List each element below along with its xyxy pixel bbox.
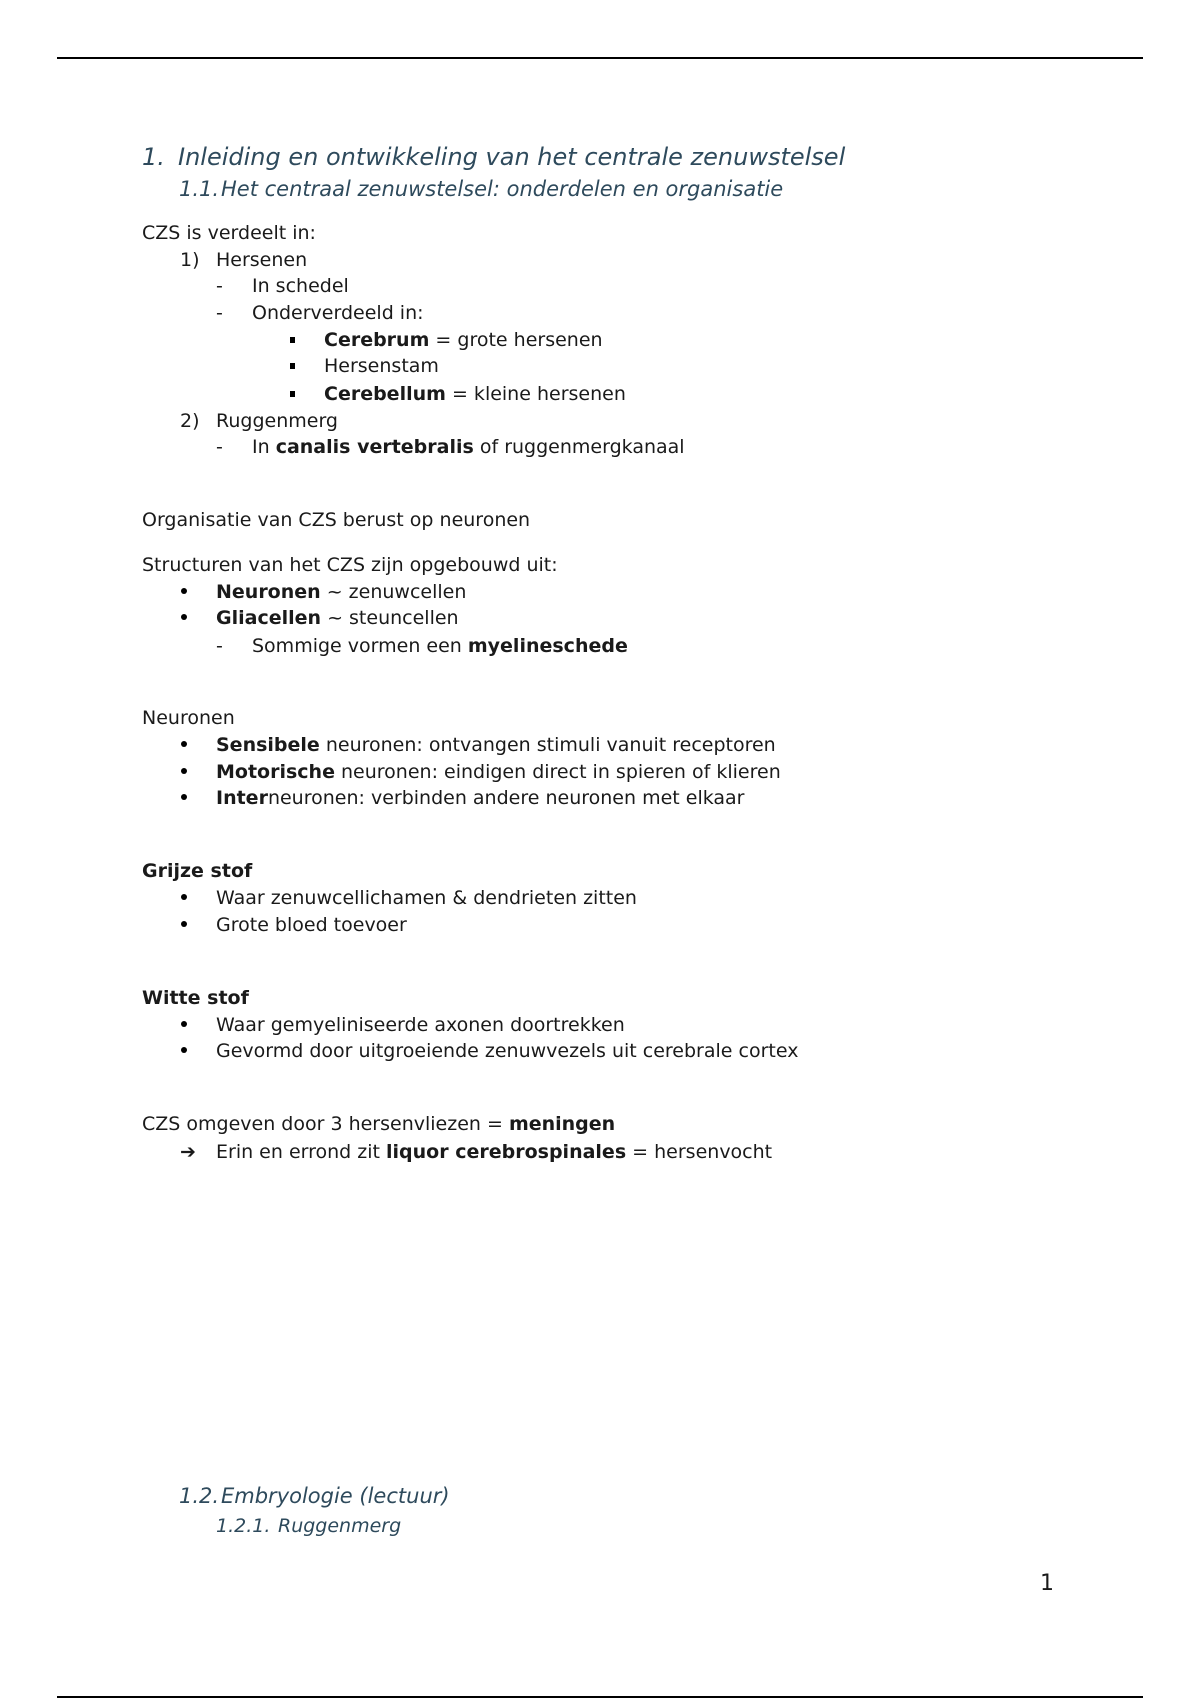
heading-1-2-text: Embryologie (lectuur) [221, 1484, 450, 1508]
text-part: = hersenvocht [626, 1141, 773, 1163]
bullet-icon [181, 768, 187, 774]
dash-bullet: - [216, 302, 223, 324]
term: Cerebellum [324, 383, 446, 405]
definition: ~ steuncellen [321, 607, 459, 629]
czs-intro: CZS is verdeelt in: [142, 222, 316, 244]
heading-1-1-number: 1.1. [179, 177, 220, 201]
heading-1-2-1-text: Ruggenmerg [278, 1515, 402, 1537]
definition: = kleine hersenen [445, 383, 626, 405]
text-part: CZS omgeven door 3 hersenvliezen = [142, 1113, 509, 1135]
term: myelineschede [467, 635, 628, 657]
list-item-onderverdeeld [216, 301, 424, 325]
arrow-item-liquor [180, 1140, 773, 1164]
heading-1-2-1-number: 1.2.1. [216, 1515, 271, 1537]
definition: = grote hersenen [429, 329, 603, 351]
dash-bullet: - [216, 436, 223, 458]
list-item-text: Hersenstam [324, 355, 439, 377]
meningen-text [142, 1112, 615, 1136]
bullet-icon [181, 588, 187, 594]
square-bullet-icon [290, 391, 295, 397]
square-bullet-icon [290, 337, 295, 343]
bullet-icon [181, 1047, 187, 1053]
list-item-label: Hersenen [216, 249, 308, 271]
term: canalis vertebralis [275, 436, 474, 458]
page-number: 1 [1040, 1571, 1054, 1596]
definition: neuronen: eindigen direct in spieren of klieren [334, 761, 781, 783]
bullet-witte-2 [216, 1039, 798, 1063]
term: meningen [508, 1113, 616, 1135]
term: Cerebrum [324, 329, 430, 351]
definition: neuronen: ontvangen stimuli vanuit receptoren [319, 734, 776, 756]
list-item-text: In schedel [252, 275, 349, 297]
list-number: 1) [180, 249, 200, 271]
text-part: Erin en errond zit [216, 1141, 387, 1163]
list-item-text: Gevormd door uitgroeiende zenuwvezels uit cerebrale cortex [216, 1040, 799, 1062]
heading-1-text: Inleiding en ontwikkeling van het centrale zenuwstelsel [178, 143, 846, 171]
list-item-canalis [216, 435, 685, 459]
bullet-icon [181, 1021, 187, 1027]
bullet-neuronen [216, 580, 466, 604]
arrow-right-icon: ➔ [180, 1141, 196, 1163]
list-item-in-schedel [216, 274, 349, 298]
header-rule [57, 57, 1143, 59]
heading-1-2-number: 1.2. [179, 1484, 220, 1508]
bullet-motorische [216, 760, 781, 784]
square-bullet-icon [290, 363, 295, 369]
list-item-text: Waar zenuwcellichamen & dendrieten zitten [216, 887, 637, 909]
dash-bullet: - [216, 635, 223, 657]
bullet-grijze-2 [216, 913, 407, 937]
term: Sensibele [216, 734, 320, 756]
bullet-icon [181, 794, 187, 800]
text-part: Sommige vormen een [252, 635, 468, 657]
bullet-grijze-1 [216, 886, 637, 910]
bullet-witte-1 [216, 1013, 625, 1037]
list-item-label: Ruggenmerg [216, 410, 338, 432]
bullet-icon [181, 894, 187, 900]
text-part: In [252, 436, 276, 458]
term: Motorische [216, 761, 335, 783]
list-number: 2) [180, 410, 200, 432]
term: Gliacellen [216, 607, 322, 629]
organisatie-text: Organisatie van CZS berust op neuronen [142, 509, 531, 531]
list-item-text: Grote bloed toevoer [216, 914, 407, 936]
neuronen-title: Neuronen [142, 707, 235, 729]
bullet-icon [181, 921, 187, 927]
text-part: of ruggenmergkanaal [473, 436, 685, 458]
heading-1-1 [179, 176, 783, 202]
footer-rule [57, 1696, 1143, 1698]
section-title: Grijze stof [142, 860, 253, 882]
term: Neuronen [216, 581, 321, 603]
definition: neuronen: verbinden andere neuronen met elkaar [267, 787, 745, 809]
list-item-hersenstam [324, 354, 439, 378]
list-item-cerebellum [324, 382, 626, 406]
list-item-text: Onderverdeeld in: [252, 302, 424, 324]
list-item-ruggenmerg [180, 409, 338, 433]
bullet-icon [181, 614, 187, 620]
bullet-sensibele [216, 733, 776, 757]
term: liquor cerebrospinales [386, 1141, 627, 1163]
dash-bullet: - [216, 275, 223, 297]
section-title: Witte stof [142, 987, 249, 1009]
list-item-hersenen [180, 248, 308, 272]
witte-stof-title [142, 986, 249, 1010]
bullet-gliacellen [216, 606, 459, 630]
bullet-interneuronen [216, 786, 745, 810]
grijze-stof-title [142, 859, 252, 883]
structuren-intro: Structuren van het CZS zijn opgebouwd uit: [142, 554, 558, 576]
heading-1-2-1 [216, 1514, 401, 1538]
definition: ~ zenuwcellen [320, 581, 467, 603]
list-item-text: Waar gemyeliniseerde axonen doortrekken [216, 1014, 625, 1036]
heading-1-1-text: Het centraal zenuwstelsel: onderdelen en organisatie [221, 177, 784, 201]
heading-1-2 [179, 1483, 450, 1509]
heading-1-number: 1. [142, 143, 165, 171]
list-item-myeline [216, 634, 628, 658]
term: Inter [216, 787, 268, 809]
heading-1 [142, 142, 845, 172]
bullet-icon [181, 741, 187, 747]
list-item-cerebrum [324, 328, 603, 352]
